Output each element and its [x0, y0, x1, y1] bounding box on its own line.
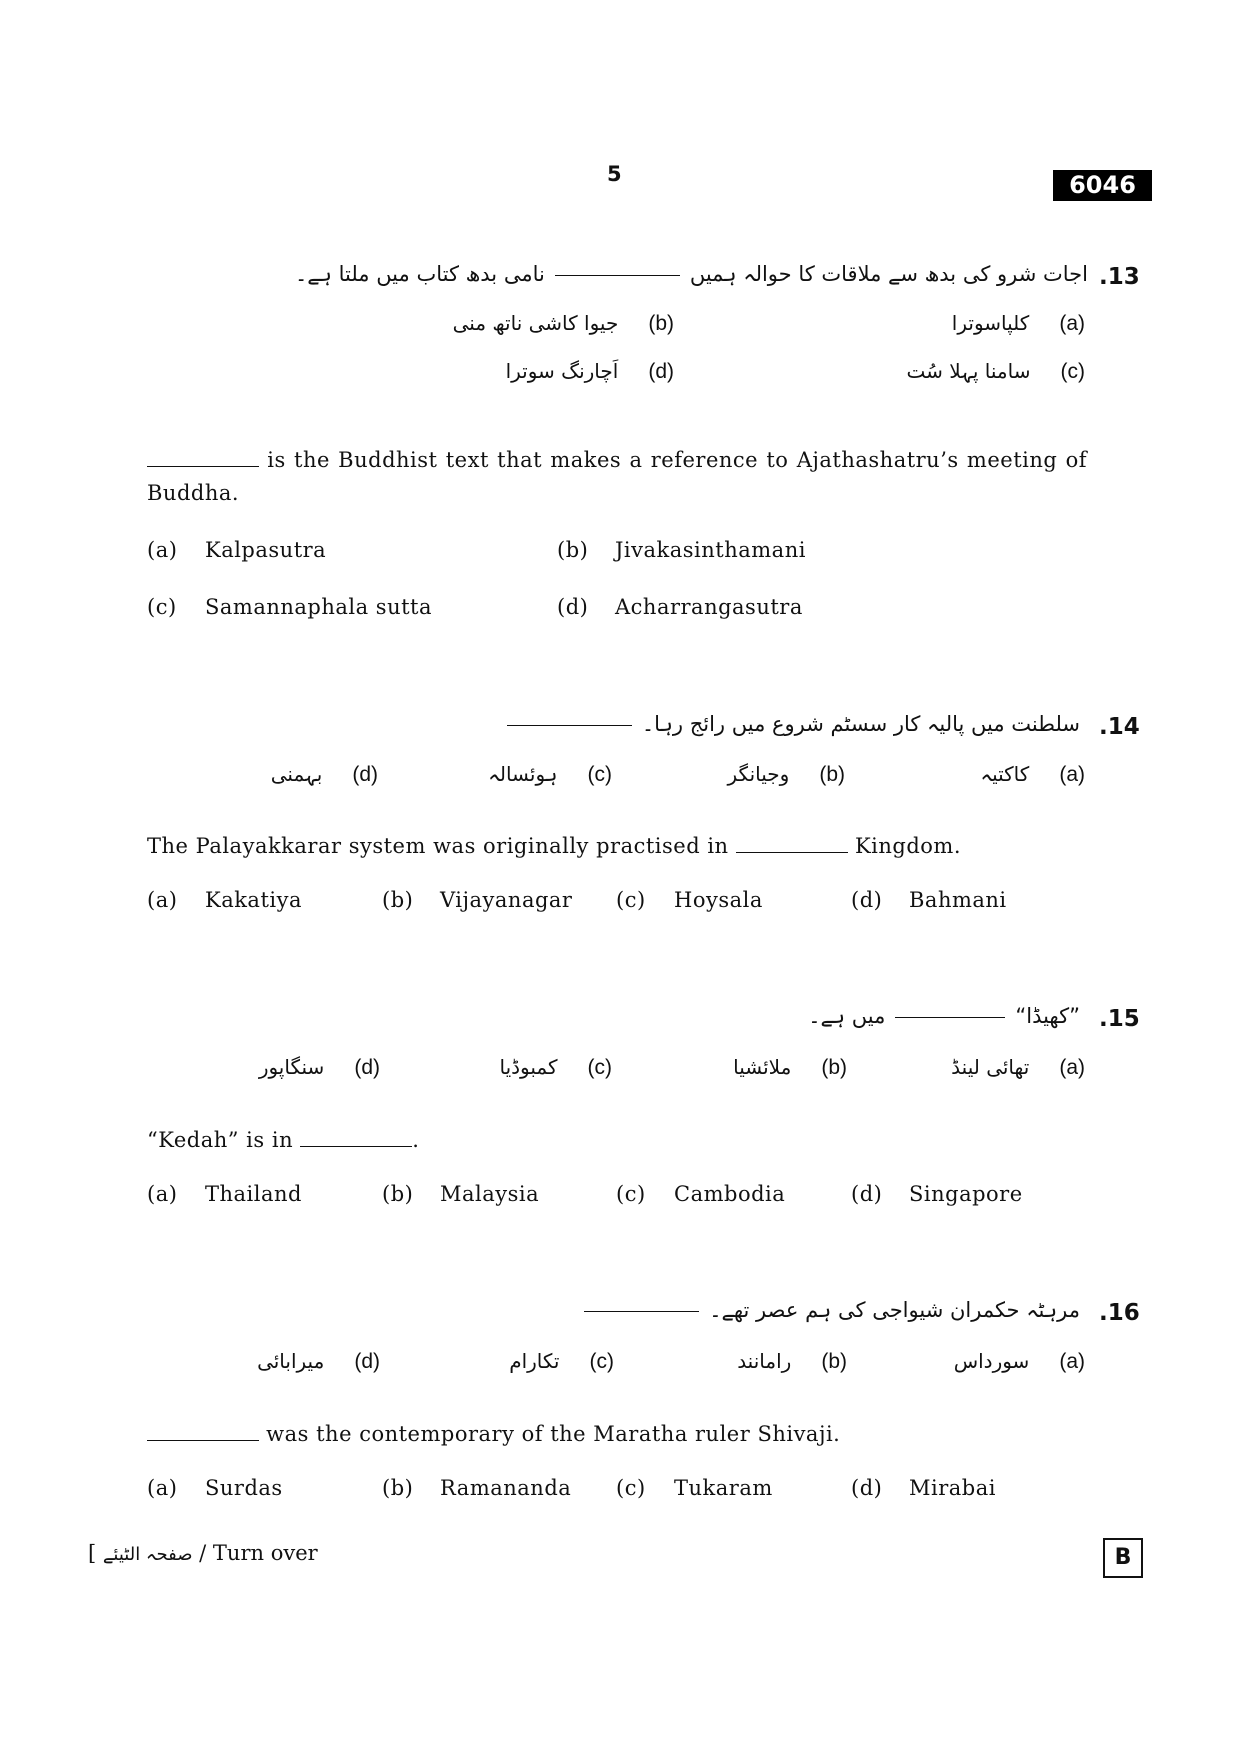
option-a[interactable]: (a) Thailand [147, 1182, 302, 1206]
urdu-option-c: (c)کمبوڈیا [499, 1055, 612, 1079]
urdu-question-text: سلطنت میں پالیہ کار سسٹم شروع میں رائج رہا۔ [497, 712, 1080, 736]
answer-blank [147, 446, 259, 467]
urdu-option-d: (d)اَچارنگ سوترا [505, 359, 674, 383]
question-number: .15 [1099, 1006, 1140, 1032]
english-question-text: The Palayakkarar system was originally practised in Kingdom. [147, 834, 961, 858]
option-d[interactable]: (d) Singapore [851, 1182, 1023, 1206]
english-question-text: is the Buddhist text that makes a reference to Ajathashatru’s meeting of Buddha. [147, 448, 1087, 505]
urdu-option-b: (b)ملائشیا [733, 1055, 847, 1079]
urdu-option-d: (d)سنگاپور [258, 1055, 380, 1079]
answer-blank [507, 724, 632, 726]
page-number: 5 [607, 162, 622, 186]
option-b[interactable]: (b) Malaysia [382, 1182, 540, 1206]
english-question-text: was the contemporary of the Maratha ruler Shivaji. [147, 1418, 840, 1451]
urdu-question-text: ”کھیڈا“میں ہے۔ [808, 1004, 1080, 1028]
english-question-text: “Kedah” is in . [147, 1128, 420, 1152]
option-b[interactable]: (b) Jivakasinthamani [557, 538, 806, 562]
option-a[interactable]: (a) Surdas [147, 1476, 283, 1500]
question-number: .14 [1099, 714, 1140, 740]
option-b[interactable]: (b) Ramananda [382, 1476, 572, 1500]
answer-blank [584, 1310, 699, 1312]
urdu-option-c: (c)سامنا پہلا سُت [906, 359, 1085, 383]
urdu-option-d: (d)میرابائی [257, 1349, 380, 1373]
urdu-option-a: (a)سورداس [953, 1349, 1085, 1373]
turn-over-note: [ صفحہ الٹیئے / Turn over [88, 1541, 318, 1565]
option-a[interactable]: (a) Kalpasutra [147, 538, 327, 562]
paper-code-badge: 6046 [1053, 170, 1152, 201]
urdu-option-a: (a)تھائی لینڈ [951, 1055, 1085, 1079]
option-d[interactable]: (d) Mirabai [851, 1476, 996, 1500]
urdu-option-a: (a)کلپاسوترا [951, 311, 1085, 335]
answer-blank [736, 832, 848, 853]
option-c[interactable]: (c) Cambodia [616, 1182, 786, 1206]
option-c[interactable]: (c) Samannaphala sutta [147, 595, 433, 619]
urdu-option-b: (b)وجیانگر [727, 762, 845, 786]
urdu-option-b: (b)جیوا کاشی ناتھ منی [452, 311, 674, 335]
urdu-option-d: (d)بہمنی [270, 762, 378, 786]
option-a[interactable]: (a) Kakatiya [147, 888, 302, 912]
answer-blank [147, 1420, 259, 1441]
urdu-question-text: مرہٹہ حکمران شیواجی کی ہم عصر تھے۔ [574, 1298, 1080, 1322]
answer-blank [895, 1016, 1005, 1018]
urdu-option-a: (a)کاکتیہ [980, 762, 1085, 786]
answer-blank [300, 1126, 412, 1147]
option-b[interactable]: (b) Vijayanagar [382, 888, 573, 912]
option-c[interactable]: (c) Hoysala [616, 888, 763, 912]
booklet-series-badge: B [1103, 1538, 1143, 1578]
question-number: .16 [1099, 1300, 1140, 1326]
question-number: .13 [1099, 264, 1140, 290]
option-c[interactable]: (c) Tukaram [616, 1476, 773, 1500]
option-d[interactable]: (d) Bahmani [851, 888, 1007, 912]
option-d[interactable]: (d) Acharrangasutra [557, 595, 803, 619]
urdu-option-c: (c)تکارام [509, 1349, 614, 1373]
urdu-option-b: (b)رامانند [737, 1349, 847, 1373]
urdu-question-text: اجات شرو کی بدھ سے ملاقات کا حوالہ ہمیںنامی بدھ کتاب میں ملتا ہے۔ [295, 262, 1088, 286]
answer-blank [555, 274, 680, 276]
urdu-option-c: (c)ہوئسالہ [488, 762, 612, 786]
